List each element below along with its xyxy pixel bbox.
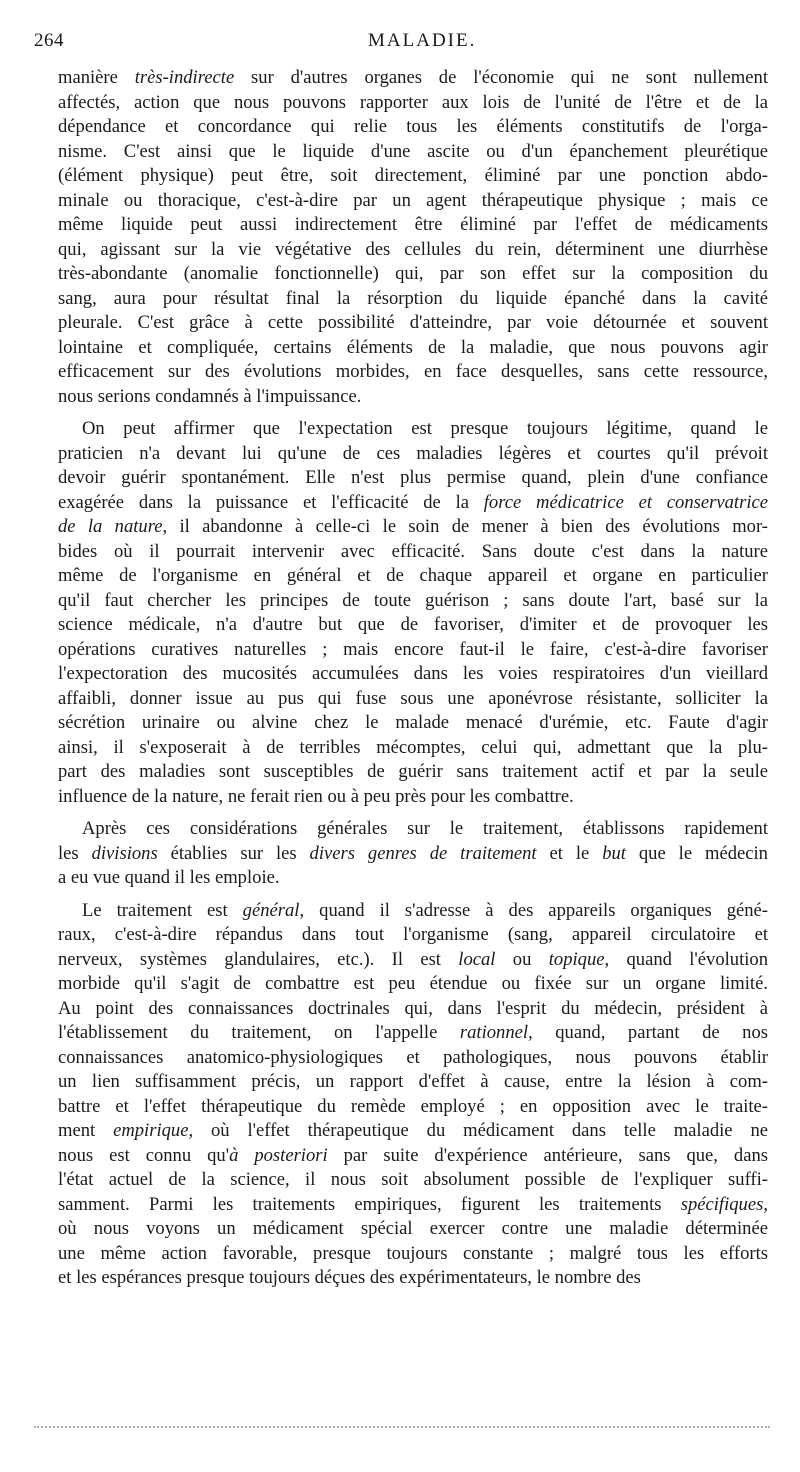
text-line: ment empirique, où l'effet thérapeutique du médicament dans telle maladie ne xyxy=(58,1120,768,1141)
paragraph xyxy=(58,66,768,409)
text-line: morbide qu'il s'agit de combattre est peu étendue ou fixée sur un organe limité. xyxy=(58,973,768,994)
text-line: influence de la nature, ne ferait rien ou à peu près pour les combattre. xyxy=(58,785,574,807)
italic-term: divers genres de traitement xyxy=(309,842,537,864)
paragraph-gap xyxy=(58,409,768,417)
italic-term: divisions xyxy=(91,842,158,864)
text-line: pleurale. C'est grâce à cette possibilité d'atteindre, par voie détournée et souvent xyxy=(58,312,768,333)
text-line: lointaine et compliquée, certains éléments de la maladie, que nous pouvons agir xyxy=(58,336,768,358)
text-line: affectés, action que nous pouvons rapporter aux lois de l'unité de l'être et de la xyxy=(58,91,768,113)
text-line: manière très-indirecte sur d'autres organes de l'économie qui ne sont nullement xyxy=(58,67,768,88)
page-header xyxy=(34,30,774,58)
text-line: opérations curatives naturelles ; mais encore faut-il le faire, c'est-à-dire favoriser xyxy=(58,638,768,660)
footer-rule xyxy=(34,1426,770,1428)
text-line: qui, agissant sur la vie végétative des cellules du rein, déterminent une diurrhèse xyxy=(58,238,768,260)
paragraph-gap xyxy=(58,891,768,899)
text-line: a eu vue quand il les emploie. xyxy=(58,867,280,888)
text-line: affaibli, donner issue au pus qui fuse sous une aponévrose résistante, solliciter la xyxy=(58,687,768,709)
text-line: une même action favorable, presque toujours constante ; malgré tous les efforts xyxy=(58,1242,768,1264)
text-line: dépendance et concordance qui relie tous les éléments constitutifs de l'orga- xyxy=(58,116,768,137)
text-line: devoir guérir spontanément. Elle n'est plus permise quand, plein d'une confiance xyxy=(58,467,768,488)
italic-term: topique xyxy=(548,948,605,970)
text-line: les divisions établies sur les divers genres de traitement et le but que le médecin xyxy=(58,842,768,864)
text-line: nous serions condamnés à l'impuissance. xyxy=(58,385,362,407)
text-line: battre et l'effet thérapeutique du remède employé ; en opposition avec le traite- xyxy=(58,1095,768,1117)
text-line: même liquide peut aussi indirectement être éliminé par l'effet de médicaments xyxy=(58,214,768,235)
italic-term: spécifiques xyxy=(680,1193,764,1215)
text-line: Au point des connaissances doctrinales qui, dans l'esprit du médecin, président à xyxy=(58,997,768,1019)
page-number: 264 xyxy=(34,30,64,51)
text-line: nisme. C'est ainsi que le liquide d'une ascite ou d'un épanchement pleurétique xyxy=(58,140,768,162)
text-line: de la nature, il abandonne à celle-ci le soin de mener à bien des évolutions mor- xyxy=(58,516,768,537)
text-line: l'état actuel de la science, il nous soit absolument possible de l'expliquer suffi- xyxy=(58,1169,768,1190)
text-line: samment. Parmi les traitements empiriques, figurent les traitements spécifiques, xyxy=(58,1193,768,1215)
running-head: MALADIE. xyxy=(368,30,477,51)
paragraph xyxy=(58,899,768,1291)
text-line: l'établissement du traitement, on l'appelle rationnel, quand, partant de nos xyxy=(58,1022,768,1043)
text-line: raux, c'est-à-dire répandus dans tout l'organisme (sang, appareil circulatoire et xyxy=(58,924,768,945)
text-line: On peut affirmer que l'expectation est presque toujours légitime, quand le xyxy=(82,418,768,439)
text-line: l'expectoration des mucosités accumulées dans les voies respiratoires d'un vieillard xyxy=(58,663,768,684)
text-line: nerveux, systèmes glandulaires, etc.). Il est local ou topique, quand l'évolution xyxy=(58,948,768,970)
italic-term: local xyxy=(458,948,496,970)
text-line: science médicale, n'a d'autre but que de favoriser, d'imiter et de provoquer les xyxy=(58,614,768,635)
italic-term: rationnel xyxy=(459,1022,529,1043)
italic-term: très-indirecte xyxy=(134,67,235,88)
text-line: un lien suffisamment précis, un rapport d'effet à cause, entre la lésion à com- xyxy=(58,1071,768,1092)
text-line: exagérée dans la puissance et l'efficacité de la force médicatrice et conservatrice xyxy=(58,491,768,513)
text-line: qu'il faut chercher les principes de toute guérison ; sans doute l'art, basé sur la xyxy=(58,589,768,611)
text-line: minale ou thoracique, c'est-à-dire par un agent thérapeutique physique ; mais ce xyxy=(58,189,768,211)
text-line: part des maladies sont susceptibles de guérir sans traitement actif et par la seule xyxy=(58,761,768,782)
text-line: et les espérances presque toujours déçues des expérimentateurs, le nombre des xyxy=(58,1267,641,1288)
italic-term: empirique xyxy=(113,1120,189,1141)
text-line: très-abondante (anomalie fonctionnelle) qui, par son effet sur la composition du xyxy=(58,263,768,284)
text-line: nous est connu qu'à posteriori par suite d'expérience antérieure, sans que, dans xyxy=(58,1144,768,1166)
body-text xyxy=(58,66,768,1291)
text-line: sécrétion urinaire ou alvine chez le malade menacé d'urémie, etc. Faute d'agir xyxy=(58,712,768,733)
italic-term: à posteriori xyxy=(229,1144,328,1166)
text-line: même de l'organisme en général et de chaque appareil et organe en particulier xyxy=(58,565,768,586)
paragraph xyxy=(58,417,768,809)
italic-term: général xyxy=(242,899,300,921)
text-line: connaissances anatomico-physiologiques et pathologiques, nous pouvons établir xyxy=(58,1046,768,1068)
paragraph xyxy=(58,817,768,891)
text-line: efficacement sur des évolutions morbides, en face desquelles, sans cette ressource, xyxy=(58,361,768,382)
text-line: où nous voyons un médicament spécial exercer contre une maladie déterminée xyxy=(58,1218,768,1239)
text-line: (élément physique) peut être, soit directement, éliminé par une ponction abdo- xyxy=(58,165,768,186)
paragraph-gap xyxy=(58,809,768,817)
text-line: sang, aura pour résultat final la résorption du liquide épanché dans la cavité xyxy=(58,287,768,309)
text-line: praticien n'a devant lui qu'une de ces maladies légères et courtes qu'il prévoit xyxy=(58,442,768,464)
text-line: Après ces considérations générales sur le traitement, établissons rapidement xyxy=(82,818,768,839)
text-line: ainsi, il s'exposerait à de terribles mécomptes, celui qui, admettant que la plu- xyxy=(58,736,768,758)
italic-term: de la nature xyxy=(58,516,163,537)
text-line: bides où il pourrait intervenir avec efficacité. Sans doute c'est dans la nature xyxy=(58,540,768,562)
italic-term: force médicatrice et conservatrice xyxy=(483,491,768,513)
italic-term: but xyxy=(602,842,626,864)
text-line: Le traitement est général, quand il s'adresse à des appareils organiques géné- xyxy=(82,899,768,921)
